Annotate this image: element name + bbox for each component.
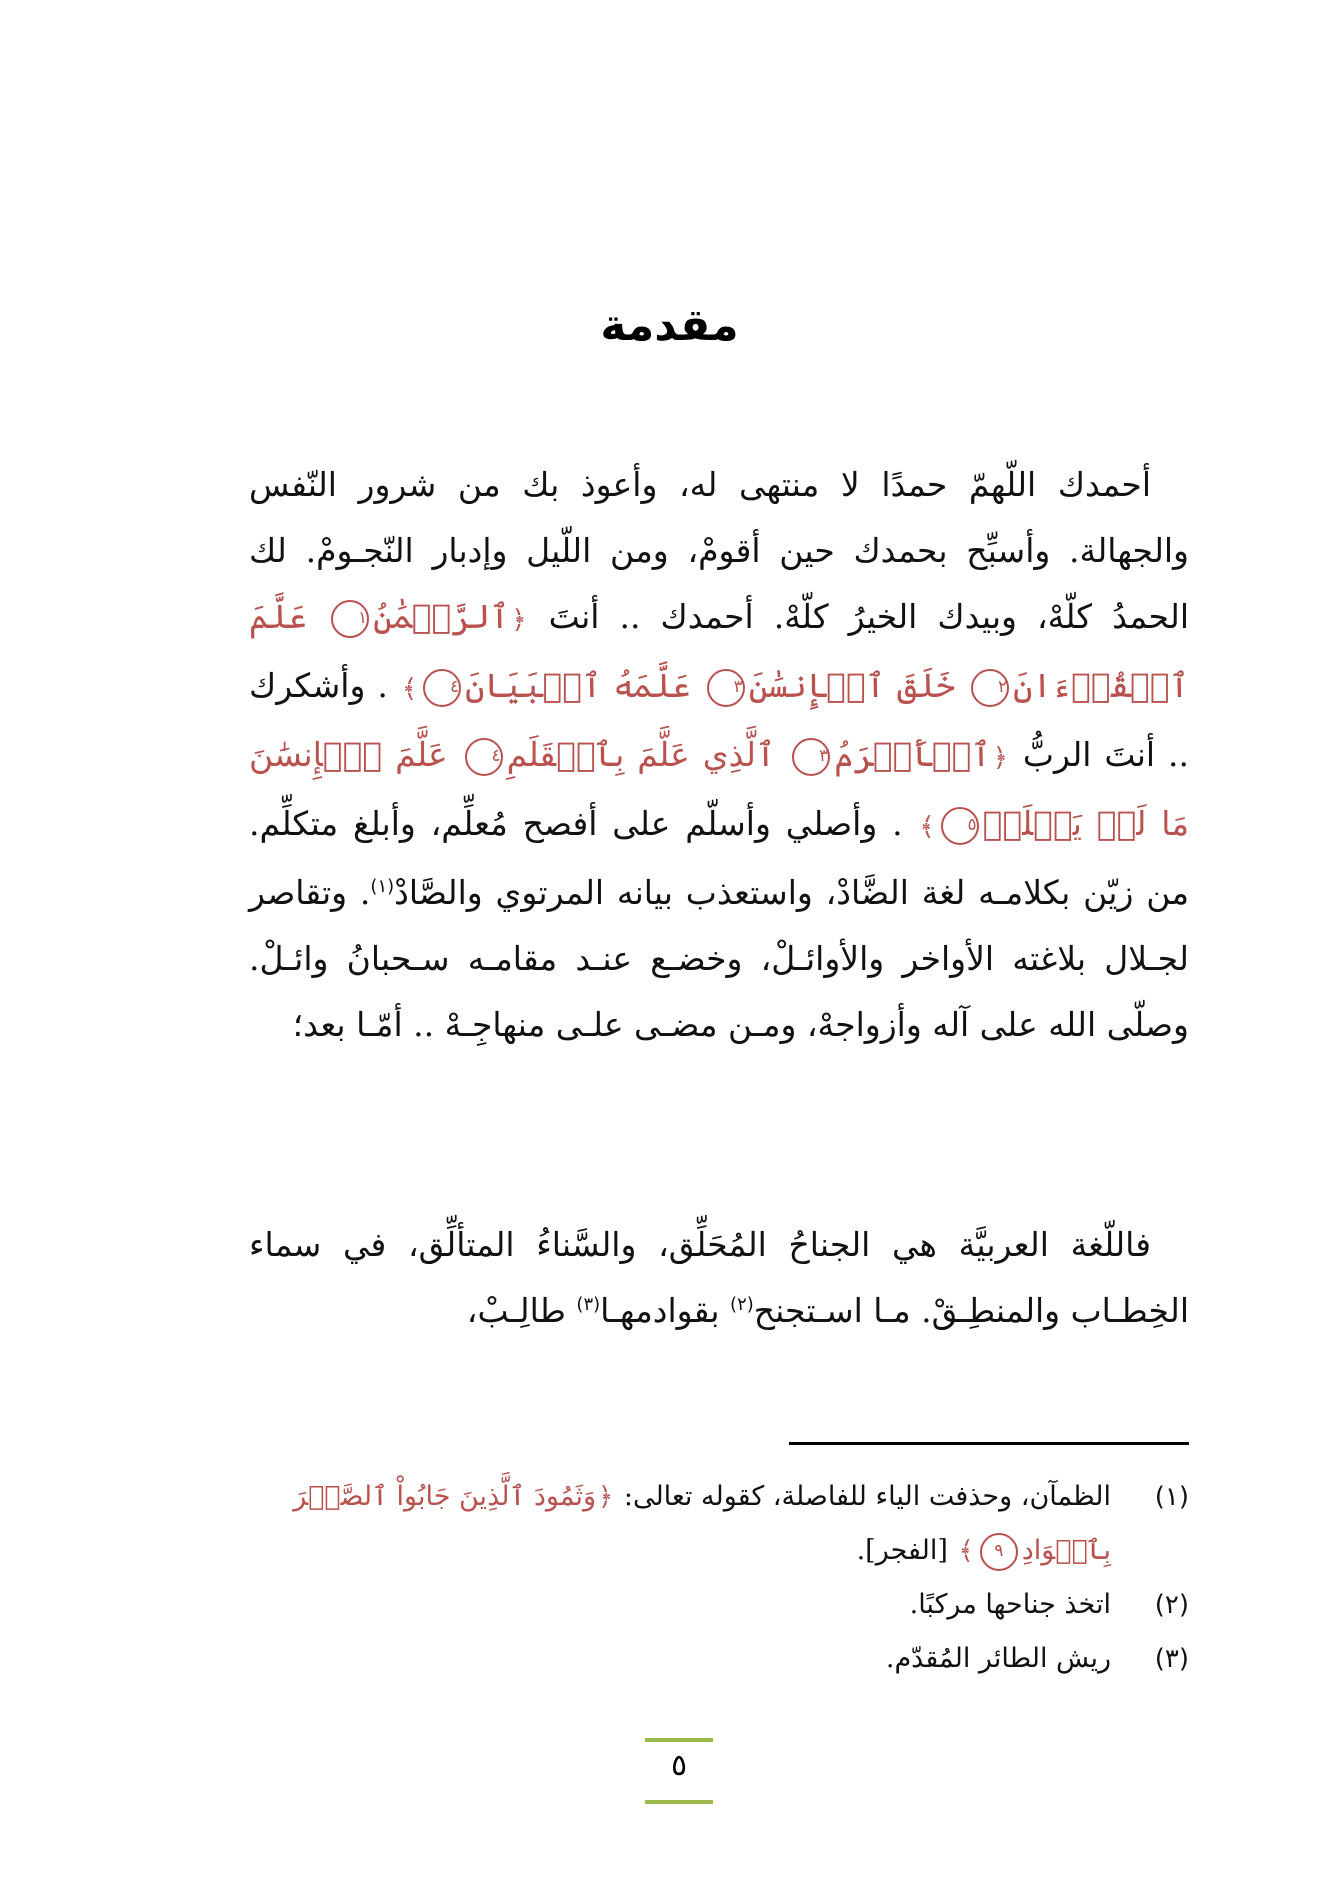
footnote-ref-1[interactable]: (١) (370, 876, 395, 897)
footnote-ref-3[interactable]: (٣) (576, 1294, 601, 1315)
page-number-top-bar (645, 1738, 713, 1742)
ayah-number-medallion: ١ (331, 600, 369, 638)
quran-verse: ٱلرَّحۡمَٰنُ (373, 597, 510, 636)
footnote-text: اتخذ جناحها مركبًا. (909, 1589, 1111, 1620)
body-text-segment: . وأشكرك .. أنتَ الربُّ (249, 666, 1189, 774)
footnote-text (249, 1470, 1111, 1578)
page-number: ٥ (670, 1748, 688, 1783)
quran-verse: ٱلۡأَكۡرَمُ (834, 735, 991, 774)
body-text-segment: أحمدك اللّهمّ حمدًا لا منتهى له، وأعوذ بك من شرور النّفس والجهالة. وأسبِّح بحمدك حين أقومْ، ومن اللّيل وإدبار النّجـومْ. لك الحمدُ كلّهْ، وبيدك الخيرُ كلّهْ. أحمدك .. أنتَ (249, 465, 1189, 636)
page-number-block (645, 1738, 713, 1806)
ayah-number-medallion: ٤ (465, 738, 503, 776)
second-paragraph (249, 1212, 1189, 1344)
footnote-3 (249, 1632, 1189, 1686)
body-text-segment: بقوادمهـا (600, 1291, 720, 1330)
quran-verse: وَثَمُودَ ٱلَّذِينَ جَابُواْ ٱلصَّخۡرَ بِٱلۡوَادِ (293, 1481, 1111, 1566)
footnote-number: (١) (1154, 1482, 1189, 1512)
footnote-number: (٣) (1154, 1644, 1189, 1674)
body-text-segment: . وأصلي وأسلّم على أفصح مُعلِّم، وأبلغ متكلِّم. من زيّن بكلامـه لغة الضَّادْ، واستعذب بيانه المرتوي والصَّادْ (249, 804, 1190, 912)
body-text-segment: . وتقاصر لجـلال بلاغته الأواخر والأوائـلْ، وخضـع عنـد مقامـه سـحبانُ وائـلْ. وصلّى الله على آله وأزواجهْ، ومـن مضـى علـى منهاجِـهْ .. أمّـا بعد؛ (249, 873, 1189, 1044)
ayah-number-medallion: ٣ (792, 738, 830, 776)
footnote-number: (٢) (1154, 1590, 1189, 1620)
footnote-1 (249, 1470, 1189, 1578)
page-number-bottom-bar (645, 1800, 713, 1804)
quran-open-bracket-icon: ﴿ (511, 605, 527, 635)
quran-verse: ٱلَّذِي عَلَّمَ بِٱلۡقَلَمِ (506, 735, 776, 774)
intro-paragraph (249, 452, 1189, 1058)
footnote-text: ريش الطائر المُقدّم. (885, 1643, 1111, 1674)
footnote-separator (789, 1442, 1189, 1445)
ayah-number-medallion: ٥ (941, 807, 979, 845)
quran-close-bracket-icon: ﴾ (958, 1536, 974, 1566)
quran-verse: عَلَّمَ ٱلۡقُرۡءَانَ (249, 597, 1190, 705)
quran-close-bracket-icon: ﴾ (919, 812, 935, 842)
quran-open-bracket-icon: ﴿ (992, 743, 1008, 773)
quran-verse: عَلَّمَهُ ٱلۡبَيَانَ (465, 666, 691, 705)
footnotes (249, 1470, 1189, 1686)
footnote-2 (249, 1578, 1189, 1632)
body-text-segment: طالِـبْ، (466, 1291, 566, 1330)
ayah-number-medallion: ٤ (423, 669, 461, 707)
page-title: مقدمة (600, 300, 739, 351)
quran-open-bracket-icon: ﴿ (598, 1482, 614, 1512)
quran-verse: عَلَّمَ ٱلۡإِنسَٰنَ مَا لَمۡ يَعۡلَمۡ (249, 735, 1189, 843)
ayah-number-medallion: ٢ (971, 669, 1009, 707)
surah-reference: [الفجر]. (856, 1535, 948, 1566)
body-text-segment: فاللّغة العربيَّة هي الجناحُ المُحَلِّق، والسَّناءُ المتألِّق، في سماء الخِطـاب والمنطِـقْ. مـا اسـتجنح (249, 1225, 1189, 1330)
footnote-ref-2[interactable]: (٢) (730, 1294, 754, 1315)
quran-verse: خَلَقَ ٱلۡإِنسَٰنَ (748, 666, 956, 705)
footnote-body: الظمآن، وحذفت الياء للفاصلة، كقوله تعالى: (623, 1481, 1111, 1512)
ayah-number-medallion: ٩ (980, 1533, 1018, 1571)
quran-close-bracket-icon: ﴾ (401, 674, 418, 704)
ayah-number-medallion: ٣ (707, 669, 745, 707)
